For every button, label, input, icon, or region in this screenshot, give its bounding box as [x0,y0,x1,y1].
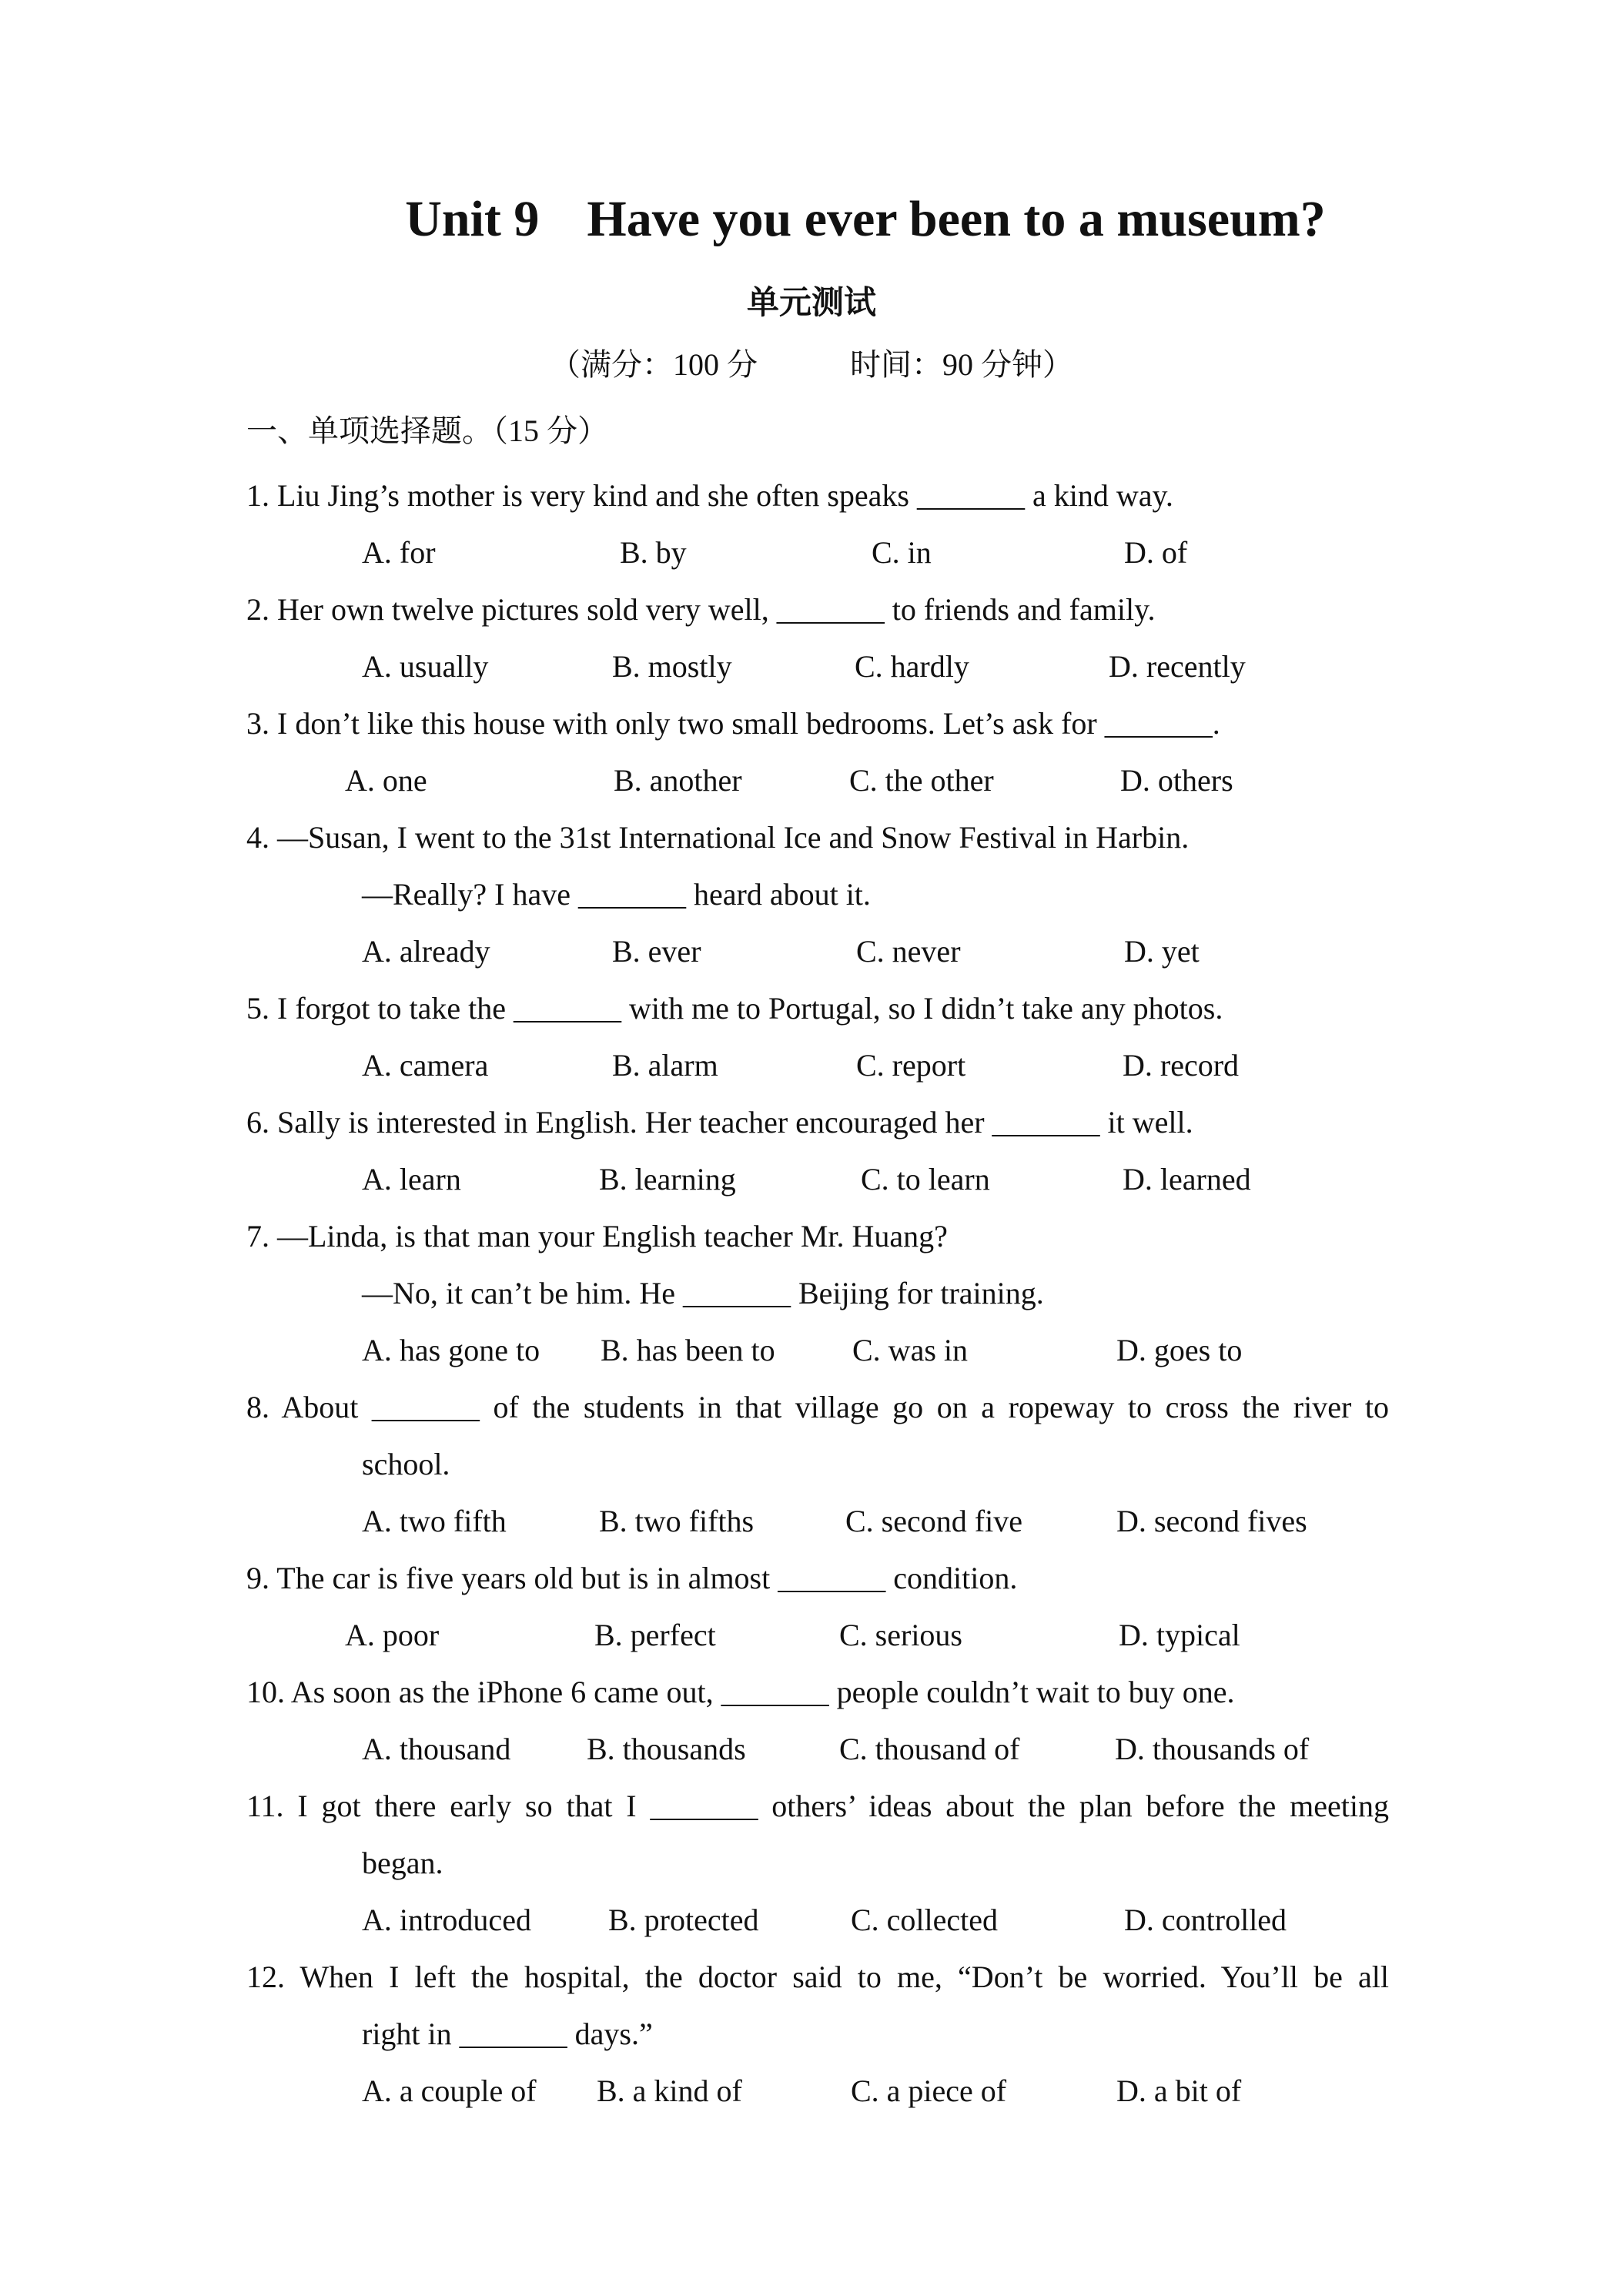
question-11-stem: 11. I got there early so that I _______ others’ ideas about the plan before the meeting [246,1789,1389,1823]
option-a[interactable]: A. introduced [362,1903,531,1937]
option-b[interactable]: B. a kind of [597,2073,742,2108]
page-subtitle: 单元测试 [746,286,876,321]
option-c[interactable]: C. second five [845,1504,1022,1538]
question-4-options [0,930,1623,973]
option-b[interactable]: B. two fifths [599,1504,755,1538]
question-7-stem: 7. —Linda, is that man your English teacher Mr. Huang? [246,1219,948,1253]
question-12-stem: 12. When I left the hospital, the doctor said to me, “Don’t be worried. You’ll be all [246,1960,1389,1994]
question-12-options [0,2070,1623,2113]
option-a[interactable]: A. usually [362,649,489,684]
question-11-stem-cont: began. [362,1846,443,1880]
page-title [0,189,1623,250]
question-8-stem: 8. About _______ of the students in that village go on a ropeway to cross the river to [246,1390,1389,1424]
option-b[interactable]: B. learning [599,1162,736,1197]
question-7-options [0,1329,1623,1372]
question-9-options [0,1614,1623,1657]
option-d[interactable]: D. controlled [1124,1903,1287,1937]
option-d[interactable]: D. second fives [1116,1504,1307,1538]
option-c[interactable]: C. was in [852,1333,968,1367]
question-10-stem: 10. As soon as the iPhone 6 came out, _______ people couldn’t wait to buy one. [246,1675,1235,1709]
option-a[interactable]: A. camera [362,1048,489,1083]
option-a[interactable]: A. one [345,763,427,798]
unit-title: Have you ever been to a museum? [587,191,1326,247]
option-c[interactable]: C. never [856,934,961,969]
question-7-stem-reply: —No, it can’t be him. He _______ Beijing for training. [362,1276,1044,1310]
option-b[interactable]: B. mostly [612,649,732,684]
option-b[interactable]: B. thousands [587,1732,746,1766]
option-d[interactable]: D. record [1123,1048,1240,1083]
unit-number: Unit 9 [405,191,540,247]
option-a[interactable]: A. already [362,934,490,969]
option-b[interactable]: B. protected [608,1903,759,1937]
option-d[interactable]: D. a bit of [1116,2073,1242,2108]
option-b[interactable]: B. perfect [594,1618,716,1652]
option-d[interactable]: D. goes to [1116,1333,1243,1367]
question-8-options [0,1500,1623,1543]
option-d[interactable]: D. typical [1119,1618,1240,1652]
option-c[interactable]: C. hardly [855,649,969,684]
question-1-stem: 1. Liu Jing’s mother is very kind and she often speaks _______ a kind way. [246,478,1173,513]
option-b[interactable]: B. alarm [612,1048,718,1083]
option-c[interactable]: C. thousand of [839,1732,1020,1766]
question-1-options [0,531,1623,574]
question-8-stem-cont: school. [362,1447,450,1481]
section-heading: 一、单项选择题。（15 分） [246,413,608,448]
option-d[interactable]: D. learned [1123,1162,1251,1197]
option-d[interactable]: D. others [1120,763,1233,798]
option-d[interactable]: D. thousands of [1115,1732,1310,1766]
question-5-options [0,1044,1623,1087]
option-c[interactable]: C. in [872,535,932,570]
option-c[interactable]: C. serious [839,1618,962,1652]
exam-info [0,343,1623,387]
option-c[interactable]: C. collected [851,1903,999,1937]
question-4-stem: 4. —Susan, I went to the 31st International Ice and Snow Festival in Harbin. [246,820,1190,855]
option-a[interactable]: A. poor [345,1618,440,1652]
question-4-stem-reply: —Really? I have _______ heard about it. [362,877,871,912]
question-12-stem-cont: right in _______ days.” [362,2017,653,2051]
full-score: （满分：100 分 [550,347,758,382]
option-b[interactable]: B. another [614,763,742,798]
option-c[interactable]: C. to learn [861,1162,990,1197]
question-3-options [0,759,1623,802]
option-d[interactable]: D. of [1124,535,1188,570]
question-6-stem: 6. Sally is interested in English. Her teacher encouraged her _______ it well. [246,1105,1193,1140]
option-c[interactable]: C. report [856,1048,966,1083]
question-11-options [0,1899,1623,1942]
option-b[interactable]: B. by [620,535,687,570]
question-3-stem: 3. I don’t like this house with only two small bedrooms. Let’s ask for _______. [246,706,1220,741]
option-b[interactable]: B. ever [612,934,701,969]
option-c[interactable]: C. a piece of [851,2073,1007,2108]
option-a[interactable]: A. thousand [362,1732,511,1766]
question-5-stem: 5. I forgot to take the _______ with me to Portugal, so I didn’t take any photos. [246,991,1223,1026]
option-a[interactable]: A. for [362,535,436,570]
option-a[interactable]: A. has gone to [362,1333,540,1367]
time-limit: 时间：90 分钟） [850,347,1073,382]
question-6-options [0,1158,1623,1201]
question-2-options [0,645,1623,688]
option-a[interactable]: A. learn [362,1162,461,1197]
option-a[interactable]: A. two fifth [362,1504,507,1538]
question-2-stem: 2. Her own twelve pictures sold very well, _______ to friends and family. [246,592,1156,627]
option-d[interactable]: D. recently [1109,649,1246,684]
option-b[interactable]: B. has been to [601,1333,775,1367]
question-10-options [0,1728,1623,1771]
question-9-stem: 9. The car is five years old but is in almost _______ condition. [246,1561,1018,1595]
option-a[interactable]: A. a couple of [362,2073,537,2108]
option-d[interactable]: D. yet [1124,934,1200,969]
option-c[interactable]: C. the other [849,763,994,798]
